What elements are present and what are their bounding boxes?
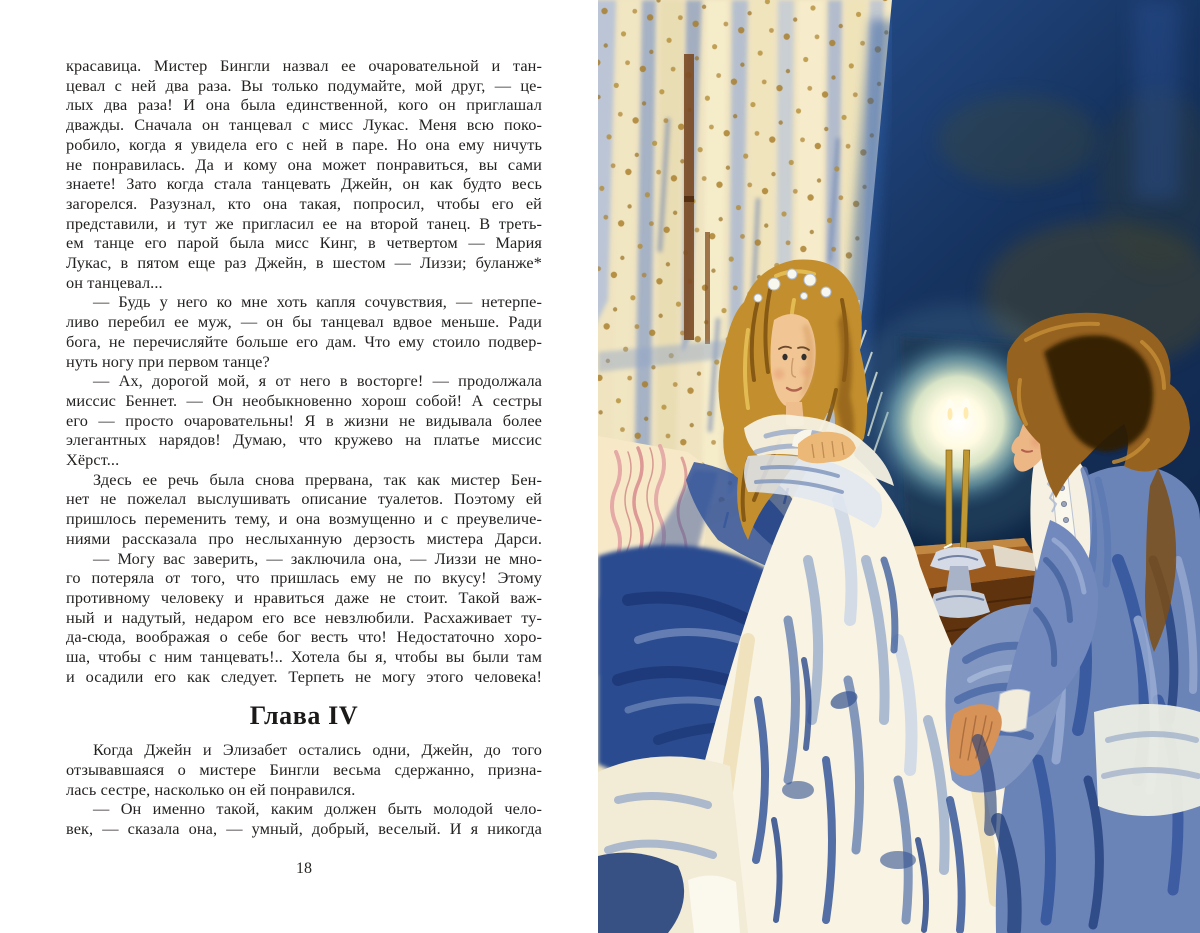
text-line: — Он именно такой, каким должен быть молодой чело- bbox=[93, 799, 542, 819]
paragraph bbox=[66, 56, 542, 292]
text-line: Лукас, в пятом еще раз Джейн, в шестом — Лиззи; буланже* bbox=[66, 253, 542, 273]
text-line: пришлось переменить тему, и она возмущенно и с преувеличе- bbox=[66, 509, 542, 529]
paragraph bbox=[66, 371, 542, 470]
text-line: он танцевал... bbox=[66, 272, 163, 292]
paragraph bbox=[66, 549, 542, 687]
text-line: отзывавшаяся о мистере Бингли весьма сдержанно, призна- bbox=[66, 759, 542, 779]
paragraph bbox=[66, 470, 542, 549]
text-line: не понравилась. Да и кому она может понравиться, вы сами bbox=[66, 154, 542, 174]
bedding bbox=[598, 756, 748, 933]
text-line: го потеряла от того, что пришлась ему не по вкусу! Этому bbox=[66, 568, 542, 588]
paragraph bbox=[66, 740, 542, 799]
text-line: его — просто очаровательны! Я в жизни не видывала более bbox=[66, 410, 542, 430]
text-line: красавица. Мистер Бингли назвал ее очаровательной и тан- bbox=[66, 56, 542, 75]
text-line: цевал с ней два раза. Вы только подумайте, мой друг, — це- bbox=[66, 75, 542, 95]
paragraph bbox=[66, 799, 542, 838]
text-line: загорелся. Разузнал, кто она такая, попросил, чтобы его ей bbox=[66, 193, 542, 213]
text-line: лась сестре, насколько он ей понравился. bbox=[66, 779, 356, 799]
text-line: Хёрст... bbox=[66, 450, 120, 470]
paragraph bbox=[66, 292, 542, 371]
text-line: — Ах, дорогой мой, я от него в восторге! — продолжала bbox=[93, 371, 542, 391]
left-page-text bbox=[66, 56, 542, 839]
text-line: и осадили его как следует. Терпеть не могу этого человека! bbox=[66, 666, 542, 686]
text-line: — Будь у него ко мне хоть капля сочувствия, — нетерпе- bbox=[93, 292, 542, 312]
text-line: представили, и тут же пригласил ее на второй танец. В треть- bbox=[66, 213, 542, 233]
page-number: 18 bbox=[296, 860, 312, 877]
text-line: нуть ногу при первом танце? bbox=[66, 351, 270, 371]
text-line: нет не пожелал выслушивать описание туалетов. Поэтому ей bbox=[66, 489, 542, 509]
text-line: ливо перебил ее муж, — он бы танцевал вдвое меньше. Ради bbox=[66, 312, 542, 332]
text-line: ный и надутый, недаром его все невзлюбили. Расхаживает ту- bbox=[66, 607, 542, 627]
text-line: ша, чтобы с ним танцевать!.. Хотела бы я, чтобы вы были там bbox=[66, 647, 542, 667]
text-line: ниями рассказала про неслыханную дерзость мистера Дарси. bbox=[66, 528, 542, 548]
text-line: элегантных нарядов! Думаю, что кружево на платье миссис bbox=[66, 430, 542, 450]
text-line: робило, когда я увидела его с ней в паре. Но она ему ничуть bbox=[66, 134, 542, 154]
text-line: дважды. Сначала он танцевал с мисс Лукас. Меня всю поко- bbox=[66, 115, 542, 135]
chapter-heading: Глава IV bbox=[249, 700, 359, 730]
text-line: лых два раза! И она была единственной, кого он приглашал bbox=[66, 95, 542, 115]
text-line: Когда Джейн и Элизабет остались одни, Джейн, до того bbox=[93, 740, 542, 760]
text-line: ем танце его парой была мисс Кинг, в четвертом — Мария bbox=[66, 233, 542, 253]
text-line: миссис Беннет. — Он необыкновенно хорош собой! А сестры bbox=[66, 390, 542, 410]
watercolor-illustration bbox=[598, 0, 1200, 933]
text-line: бога, не перечисляйте больше его дам. Что ему стоило подвер- bbox=[66, 331, 542, 351]
text-line: — Могу вас заверить, — заключила она, — Лиззи не мно- bbox=[93, 548, 542, 568]
text-line: знаете! Зато когда стала танцевать Джейн, он как будто весь bbox=[66, 174, 542, 194]
text-line: Здесь ее речь была снова прервана, так как мистер Бен- bbox=[93, 469, 542, 489]
text-line: противному человеку и нравиться даже не стоит. Такой важ- bbox=[66, 587, 542, 607]
text-line: век, — сказала она, — умный, добрый, веселый. И я никогда bbox=[66, 819, 542, 839]
text-line: да-сюда, воображая о себе бог весть что! Недостаточно хоро- bbox=[66, 627, 542, 647]
right-page-illustration bbox=[598, 0, 1200, 933]
